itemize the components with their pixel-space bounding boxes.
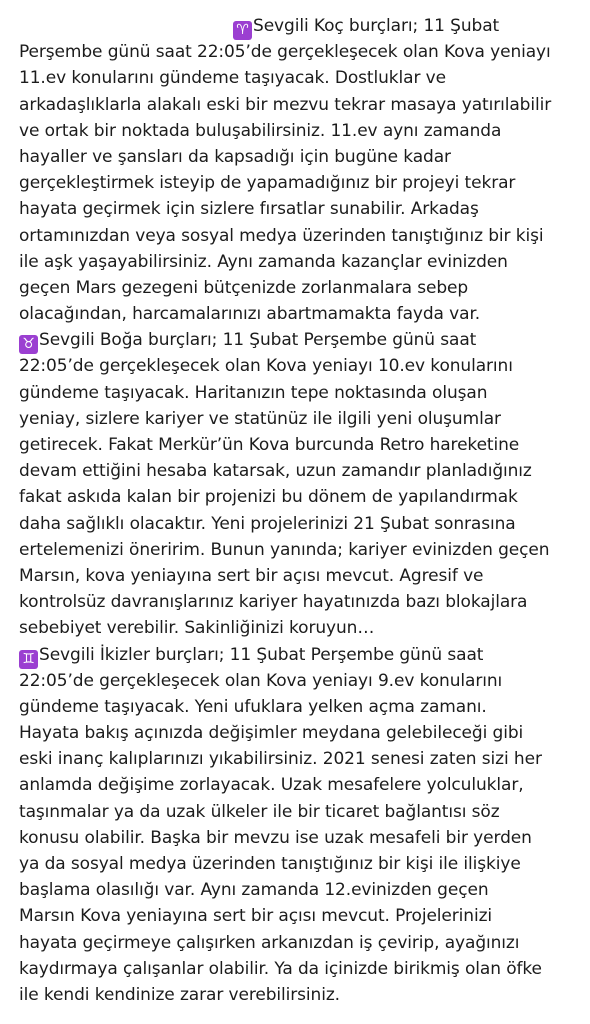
line-text: ile aşk yaşayabilirsiniz. Aynı zamanda kazançlar evinizden [19,251,508,272]
text-line [19,353,584,379]
section-gemini [19,642,584,1009]
line-text: getirecek. Fakat Merkür’ün Kova burcunda Retro hareketine [19,435,520,455]
line-text: gündeme taşıyacak. Yeni ufuklara yelken açma zamanı. [19,696,487,717]
line-text: ya da sosyal medya üzerinden tanıştığınız bir kişi ile ilişkiye [19,854,521,874]
line-text: yeniay, sizlere kariyer ve statünüz ile ilgili yeni oluşumlar [19,408,501,429]
text-line [19,301,584,327]
taurus-icon: ♉ [19,335,38,354]
line-text: sebebiyet verebilir. Sakinliğinizi koruyun… [19,618,375,639]
text-line [19,511,584,537]
text-line [19,746,584,772]
gemini-icon: ♊ [19,650,38,669]
text-line [19,642,584,668]
line-text: taşınmalar ya da uzak ülkeler ile bir ticaret bağlantısı söz [19,801,500,822]
text-line [19,196,584,222]
section-aries [19,13,584,327]
section-taurus [19,327,584,641]
text-line [19,930,584,956]
text-line [19,720,584,746]
text-line [19,877,584,903]
line-text: Perşembe günü saat 22:05’de gerçekleşecek olan Kova yeniayı [19,42,551,63]
text-line [19,825,584,851]
text-line [19,851,584,877]
line-text: eski inanç kalıplarınızı yıkabilirsiniz. 2021 senesi zaten sizi her [19,749,542,770]
line-text: geçen Mars gezegeni bütçenizde zorlanmalara sebep [19,277,469,298]
line-text: 11.ev konularını gündeme taşıyacak. Dostluklar ve [19,68,446,89]
line-text: Sevgili Koç burçları; 11 Şubat [253,16,500,36]
text-line [19,668,584,694]
line-text: Hayata bakış açınızda değişimler meydana gelebileceği gibi [19,723,524,744]
text-line [19,956,584,982]
line-text: ortamınızdan veya sosyal medya üzerinden tanıştığınız bir kişi [19,225,544,246]
line-text: 22:05’de gerçekleşecek olan Kova yeniayı 9.ev konularını [19,670,503,691]
text-line [19,275,584,301]
line-text: devam ettiğini hesaba katarsak, uzun zamandır planladığınız [19,461,532,482]
line-text: anlamda değişime zorlayacak. Uzak mesafelere yolculuklar, [19,775,524,796]
text-line [19,615,584,641]
line-text: başlama olasılığı var. Aynı zamanda 12.evinizden geçen [19,880,489,901]
text-line [19,537,584,563]
text-line [19,799,584,825]
text-line [19,39,584,65]
line-text: ile kendi kendinize zarar verebilirsiniz. [19,984,340,1005]
line-text: kontrolsüz davranışlarınız kariyer hayatınızda bazı blokajlara [19,592,528,613]
text-line [19,432,584,458]
line-text: Sevgili İkizler burçları; 11 Şubat Perşembe günü saat [39,644,484,665]
text-line [19,249,584,275]
line-text: olacağından, harcamalarınızı abartmamakta fayda var. [19,304,481,325]
line-text: arkadaşlıklarla alakalı eski bir mezvu tekrar masaya yatırılabilir [19,94,552,115]
line-text: Sevgili Boğa burçları; 11 Şubat Perşembe günü saat [39,330,477,351]
line-text: Marsın Kova yeniayına sert bir açısı mevcut. Projelerinizi [19,906,493,927]
text-line [19,406,584,432]
line-text: kaydırmaya çalışanlar olabilir. Ya da içinizde birikmiş olan öfke [19,958,542,979]
text-line [19,118,584,144]
text-line [19,327,584,353]
line-text: hayata geçirmeye çalışırken arkanızdan iş çevirip, ayağınızı [19,932,520,953]
text-line [19,903,584,929]
line-text: fakat askıda kalan bir projenizi bu dönem de yapılandırmak [19,487,518,508]
line-text: hayaller ve şansları da kapsadığı için bugüne kadar [19,146,451,167]
text-line [19,563,584,589]
line-text: ve ortak bir noktada buluşabilirsiniz. 11.ev aynı zamanda [19,120,502,141]
text-line [19,13,584,39]
line-text: konusu olabilir. Başka bir mevzu ise uzak mesafeli bir yerden [19,827,532,848]
text-line [19,458,584,484]
text-line [19,694,584,720]
aries-icon: ♈ [233,21,252,40]
text-line [19,65,584,91]
text-line [19,772,584,798]
text-line [19,589,584,615]
text-line [19,380,584,406]
line-text: gerçekleştirmek isteyip de yapamadığınız bir projeyi tekrar [19,173,516,194]
text-line [19,982,584,1008]
horoscope-text [19,13,584,1008]
line-text: gündeme taşıyacak. Haritanızın tepe noktasında oluşan [19,382,488,403]
line-text: ertelemenizi öneririm. Bunun yanında; kariyer evinizden geçen [19,539,550,560]
text-line [19,223,584,249]
line-text: daha sağlıklı olacaktır. Yeni projelerinizi 21 Şubat sonrasına [19,513,516,534]
line-text: hayata geçirmek için sizlere fırsatlar sunabilir. Arkadaş [19,199,479,220]
text-line [19,170,584,196]
line-text: 22:05’de gerçekleşecek olan Kova yeniayı 10.ev konularını [19,356,513,377]
text-line [19,144,584,170]
text-line [19,92,584,118]
text-line [19,484,584,510]
line-text: Marsın, kova yeniayına sert bir açısı mevcut. Agresif ve [19,565,484,586]
